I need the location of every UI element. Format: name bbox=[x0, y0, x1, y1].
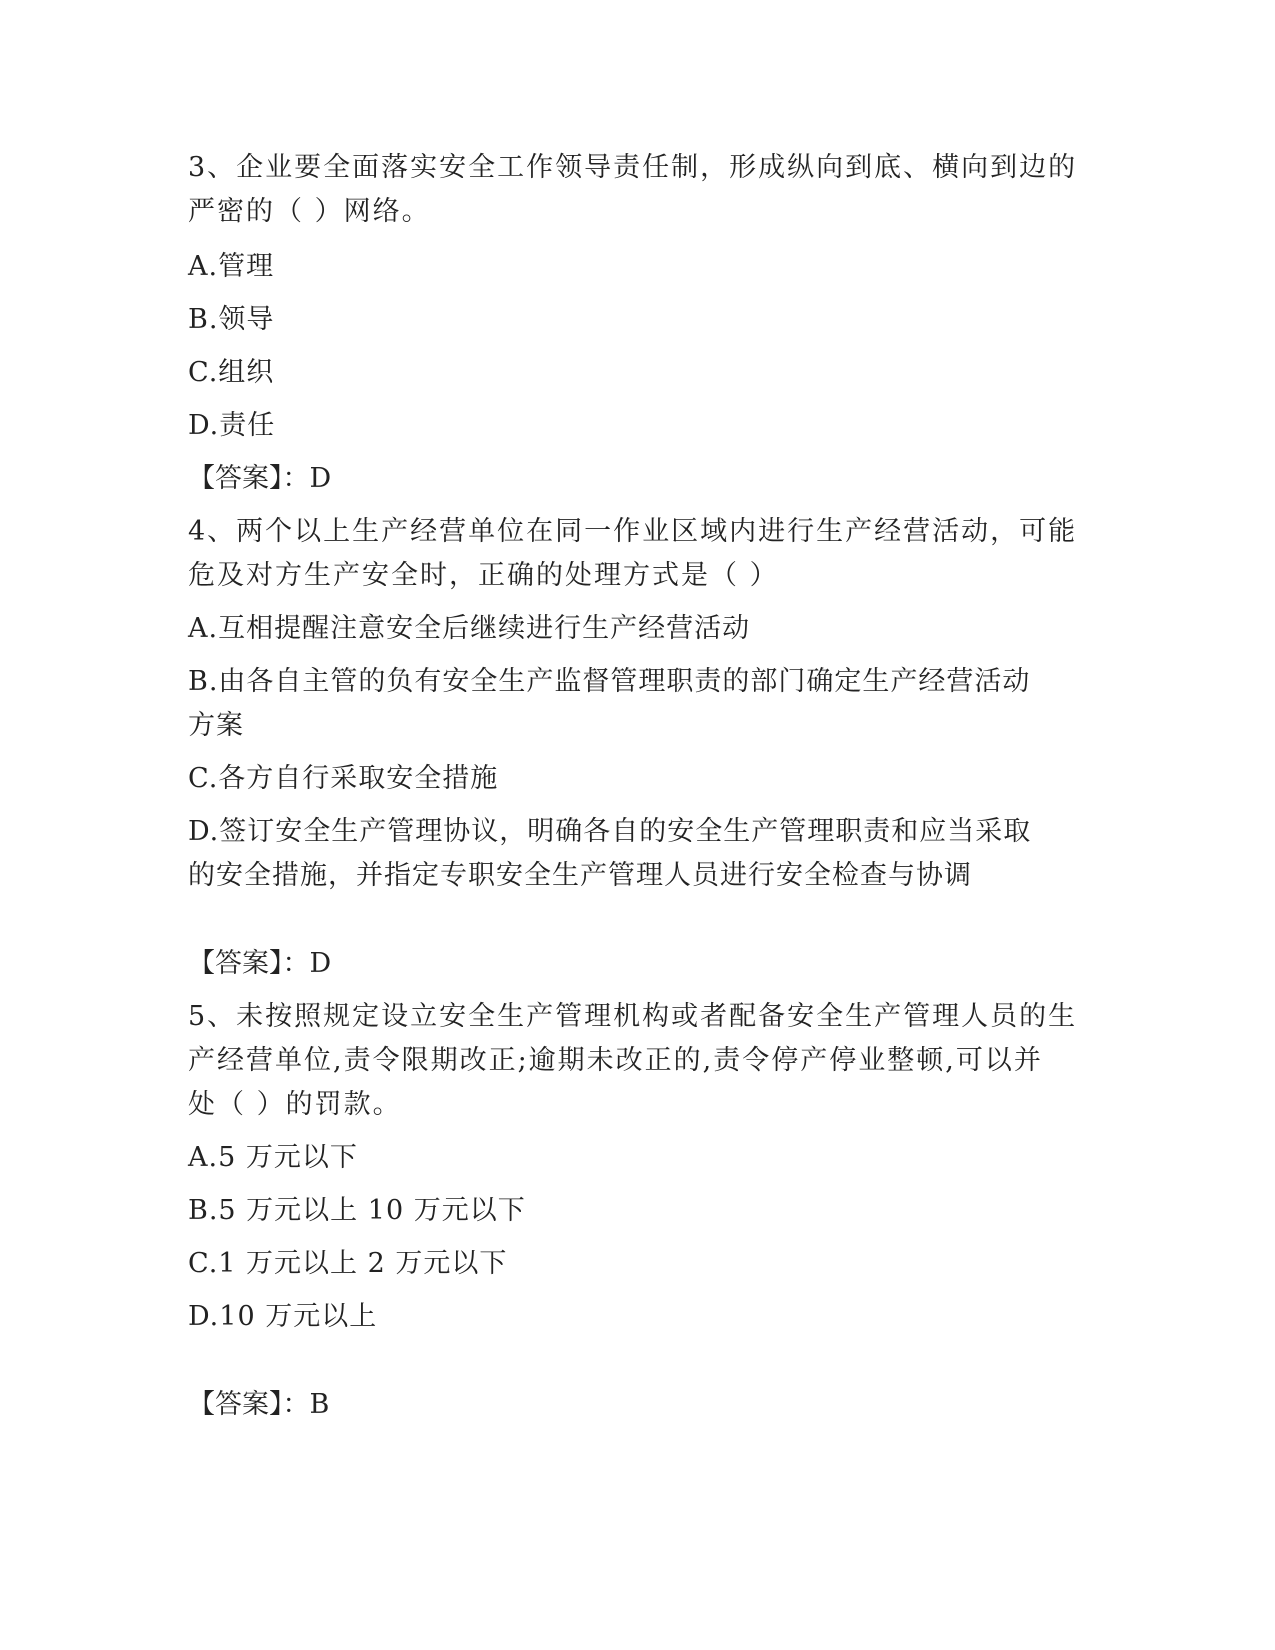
answer-value: D bbox=[309, 463, 333, 494]
question-5-stem-line-3: 处（ ）的罚款。 bbox=[188, 1089, 402, 1120]
question-3-option-d: D.责任 bbox=[188, 410, 276, 441]
question-3-stem-line-2: 严密的（ ）网络。 bbox=[188, 196, 431, 227]
answer-value: B bbox=[309, 1389, 331, 1420]
question-5-stem-line-1: 5、未按照规定设立安全生产管理机构或者配备安全生产管理人员的生 bbox=[188, 1001, 1078, 1032]
answer-value: D bbox=[309, 948, 333, 979]
answer-label: 【答案】： bbox=[188, 948, 310, 979]
question-4-option-b-line-1: B.由各自主管的负有安全生产监督管理职责的部门确定生产经营活动 bbox=[188, 666, 1031, 697]
question-4-stem-line-2: 危及对方生产安全时，正确的处理方式是（ ） bbox=[188, 560, 779, 591]
question-4-option-d-line-1: D.签订安全生产管理协议，明确各自的安全生产管理职责和应当采取 bbox=[188, 816, 1032, 847]
question-4-answer bbox=[188, 942, 1088, 986]
question-3-answer bbox=[188, 457, 1088, 501]
answer-label: 【答案】： bbox=[188, 1389, 310, 1420]
question-4-option-b-line-2: 方案 bbox=[188, 710, 244, 741]
question-3-option-a: A.管理 bbox=[188, 251, 275, 282]
question-5-answer bbox=[188, 1383, 1088, 1427]
question-4-option-d-line-2: 的安全措施，并指定专职安全生产管理人员进行安全检查与协调 bbox=[188, 860, 972, 891]
question-4-stem-line-1: 4、两个以上生产经营单位在同一作业区域内进行生产经营活动，可能 bbox=[188, 516, 1078, 547]
question-5-option-b: B.5 万元以上 10 万元以下 bbox=[188, 1195, 526, 1226]
question-4-option-c: C.各方自行采取安全措施 bbox=[188, 763, 499, 794]
question-5-option-d: D.10 万元以上 bbox=[188, 1301, 378, 1332]
question-5-stem-line-2: 产经营单位,责令限期改正;逾期未改正的,责令停产停业整顿,可以并 bbox=[188, 1045, 1043, 1076]
question-3-option-c: C.组织 bbox=[188, 357, 275, 388]
question-4-option-a: A.互相提醒注意安全后继续进行生产经营活动 bbox=[188, 613, 751, 644]
question-3-stem-line-1: 3、企业要全面落实安全工作领导责任制，形成纵向到底、横向到边的 bbox=[188, 152, 1078, 183]
answer-label: 【答案】： bbox=[188, 463, 310, 494]
question-5-option-c: C.1 万元以上 2 万元以下 bbox=[188, 1248, 508, 1279]
question-3-option-b: B.领导 bbox=[188, 304, 275, 335]
question-5-option-a: A.5 万元以下 bbox=[188, 1142, 358, 1173]
